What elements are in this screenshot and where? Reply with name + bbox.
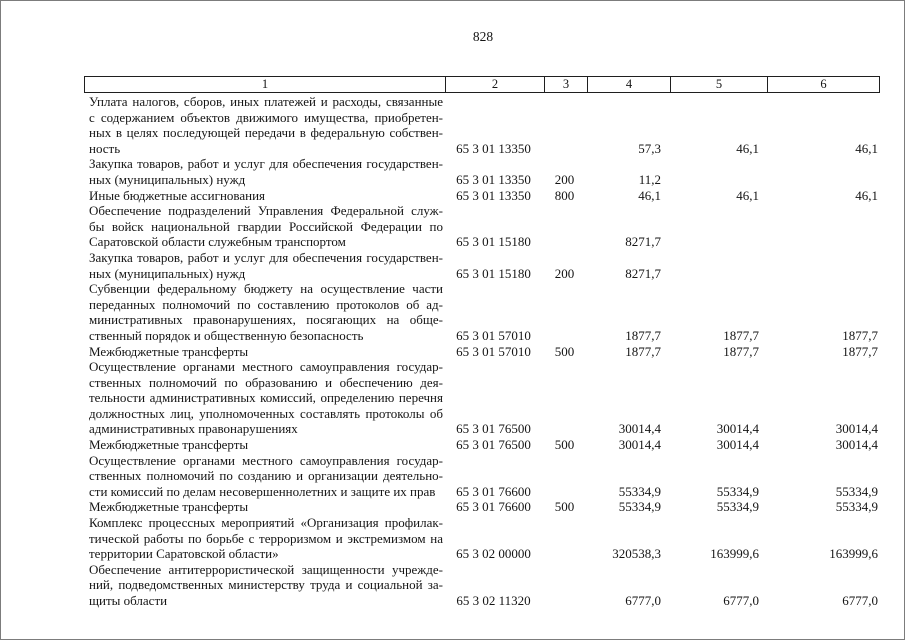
row-description-line: территории Саратовской области» <box>89 546 279 562</box>
row-amount-col4: 30014,4 <box>618 437 661 453</box>
row-description-line: Осуществление органами местного самоуправления государ- <box>89 359 443 375</box>
row-amount-col5: 1877,7 <box>723 327 759 343</box>
row-amount-col6: 30014,4 <box>835 437 878 453</box>
row-amount-col6: 1877,7 <box>842 327 878 343</box>
table-row <box>84 281 880 343</box>
row-description <box>84 562 444 609</box>
table-row <box>84 515 880 562</box>
row-amount-col4: 8271,7 <box>625 265 661 281</box>
row-description <box>84 156 444 187</box>
row-amount-col6: 46,1 <box>855 187 878 203</box>
row-description-line: Межбюджетные трансферты <box>89 437 249 453</box>
row-amount-col6: 30014,4 <box>835 421 878 437</box>
column-header-3: 3 <box>544 77 587 92</box>
row-description <box>84 188 444 204</box>
row-expense-type-code <box>543 484 586 500</box>
row-description-line: Субвенции федеральному бюджету на осуществление части <box>89 281 443 297</box>
row-description-line: с содержанием объектов движимого имущества, приобретен- <box>89 109 443 125</box>
row-amount-col5: 30014,4 <box>716 421 759 437</box>
page-number: 828 <box>472 29 494 44</box>
row-description-line: щиты области <box>89 593 168 608</box>
row-expense-type-code <box>543 421 586 437</box>
row-description-line: Закупка товаров, работ и услуг для обеспечения государствен- <box>89 249 443 265</box>
row-amount-col5: 1877,7 <box>723 343 759 359</box>
row-target-code: 65 3 01 13350 <box>456 171 531 187</box>
row-amount-col6: 46,1 <box>855 140 878 156</box>
row-amount-col5 <box>669 234 766 250</box>
row-description-line: Саратовской области служебным транспортом <box>89 234 346 250</box>
row-description <box>84 437 444 453</box>
row-target-code: 65 3 01 76600 <box>456 499 531 515</box>
table-row <box>84 94 880 156</box>
row-expense-type-code <box>543 546 586 562</box>
column-header-6: 6 <box>767 77 879 92</box>
table-row <box>84 453 880 500</box>
row-amount-col6 <box>766 266 880 282</box>
row-description <box>84 499 444 515</box>
row-amount-col6: 1877,7 <box>842 343 878 359</box>
row-description-line: ственных полномочий по созданию и организации деятельно- <box>89 468 443 484</box>
row-amount-col4: 46,1 <box>638 187 661 203</box>
row-description-line: Межбюджетные трансферты <box>89 499 249 515</box>
row-description <box>84 281 444 343</box>
row-expense-type-code: 200 <box>554 171 575 187</box>
row-amount-col5: 30014,4 <box>716 437 759 453</box>
row-amount-col6: 55334,9 <box>835 499 878 515</box>
row-amount-col4: 57,3 <box>638 140 661 156</box>
row-description <box>84 359 444 437</box>
row-description-line: Иные бюджетные ассигнования <box>89 187 266 203</box>
table-row <box>84 562 880 609</box>
row-expense-type-code <box>543 234 586 250</box>
row-description-line: ственных полномочий по образованию и обеспечению дея- <box>89 374 443 390</box>
column-header-4: 4 <box>587 77 670 92</box>
row-description-line: Осуществление органами местного самоуправления государ- <box>89 452 443 468</box>
row-expense-type-code: 800 <box>554 187 575 203</box>
row-description-line: ний, подведомственных министерству труда и социальной за- <box>89 577 443 593</box>
table-row <box>84 499 880 515</box>
row-description-line: Закупка товаров, работ и услуг для обеспечения государствен- <box>89 156 443 172</box>
row-target-code: 65 3 01 13350 <box>456 187 531 203</box>
row-amount-col5 <box>669 172 766 188</box>
row-description-line: ность <box>89 140 121 156</box>
row-amount-col4: 55334,9 <box>618 499 661 515</box>
row-amount-col5: 46,1 <box>736 187 759 203</box>
row-amount-col4: 11,2 <box>638 171 661 187</box>
row-expense-type-code: 200 <box>554 265 575 281</box>
row-target-code: 65 3 01 15180 <box>456 265 531 281</box>
table-header-row <box>84 76 880 93</box>
row-amount-col6 <box>766 172 880 188</box>
row-amount-col5 <box>669 266 766 282</box>
row-description-line: ных (муниципальных) нужд <box>89 171 246 187</box>
row-description-line: переданных полномочий по составлению протоколов об ад- <box>89 296 443 312</box>
row-description <box>84 250 444 281</box>
row-amount-col5: 55334,9 <box>716 499 759 515</box>
row-amount-col6 <box>766 234 880 250</box>
row-description-line: министративных правонарушениях, посягающих на обще- <box>89 312 443 328</box>
row-amount-col5: 46,1 <box>736 140 759 156</box>
table-row <box>84 437 880 453</box>
row-amount-col4: 30014,4 <box>618 421 661 437</box>
table-body <box>84 93 880 609</box>
row-target-code: 65 3 01 76500 <box>456 421 531 437</box>
column-header-5: 5 <box>670 77 767 92</box>
row-description-line: Обеспечение подразделений Управления Федеральной служ- <box>89 203 443 219</box>
row-target-code: 65 3 01 13350 <box>456 140 531 156</box>
table-row <box>84 203 880 250</box>
row-target-code: 65 3 02 00000 <box>456 546 531 562</box>
row-description-line: Уплата налогов, сборов, иных платежей и расходы, связанные <box>89 94 443 109</box>
row-description <box>84 344 444 360</box>
row-expense-type-code: 500 <box>554 499 575 515</box>
row-target-code: 65 3 01 57010 <box>456 327 531 343</box>
row-amount-col4: 320538,3 <box>612 546 661 562</box>
row-description-line: должностных лиц, уполномоченных составлять протоколы об <box>89 405 443 421</box>
row-amount-col6: 6777,0 <box>842 593 878 608</box>
row-amount-col5: 6777,0 <box>723 593 759 608</box>
table-row <box>84 250 880 281</box>
row-target-code: 65 3 02 11320 <box>456 593 531 608</box>
row-description-line: тической работы по борьбе с терроризмом и экстремизмом на <box>89 530 443 546</box>
table-row <box>84 344 880 360</box>
row-description <box>84 203 444 250</box>
row-description-line: бы войск национальной гвардии Российской Федерации по <box>89 218 443 234</box>
row-description-line: административных правонарушениях <box>89 421 298 437</box>
row-description-line: ных в целях последующей передачи в федеральную собствен- <box>89 125 443 141</box>
row-target-code: 65 3 01 76600 <box>456 483 531 499</box>
table-row <box>84 156 880 187</box>
row-description-line: тельности административных комиссий, определению перечня <box>89 390 443 406</box>
row-amount-col4: 1877,7 <box>625 327 661 343</box>
row-description-line: Обеспечение антитеррористической защищенности учрежде- <box>89 561 443 577</box>
row-description <box>84 453 444 500</box>
row-amount-col4: 1877,7 <box>625 343 661 359</box>
row-target-code: 65 3 01 57010 <box>456 343 531 359</box>
row-amount-col6: 55334,9 <box>835 483 878 499</box>
row-expense-type-code: 500 <box>554 343 575 359</box>
row-amount-col4: 6777,0 <box>625 593 661 608</box>
row-target-code: 65 3 01 15180 <box>456 234 531 250</box>
column-header-1: 1 <box>261 77 269 91</box>
column-header-2: 2 <box>445 77 544 92</box>
row-target-code: 65 3 01 76500 <box>456 437 531 453</box>
table-row <box>84 188 880 204</box>
row-description <box>84 94 444 156</box>
row-amount-col5: 55334,9 <box>716 483 759 499</box>
row-amount-col4: 8271,7 <box>625 234 661 250</box>
table-row <box>84 359 880 437</box>
row-expense-type-code <box>543 141 586 157</box>
row-amount-col4: 55334,9 <box>618 483 661 499</box>
row-expense-type-code <box>543 593 586 609</box>
row-description-line: Комплекс процессных мероприятий «Организация профилак- <box>89 515 443 531</box>
row-description <box>84 515 444 562</box>
row-amount-col6: 163999,6 <box>829 546 878 562</box>
row-description-line: сти комиссий по делам несовершеннолетних и защите их прав <box>89 483 436 499</box>
row-expense-type-code <box>543 328 586 344</box>
row-description-line: ственный порядок и общественную безопасность <box>89 327 364 343</box>
row-amount-col5: 163999,6 <box>710 546 759 562</box>
row-expense-type-code: 500 <box>554 437 575 453</box>
row-description-line: ных (муниципальных) нужд <box>89 265 246 281</box>
row-description-line: Межбюджетные трансферты <box>89 343 249 359</box>
budget-table <box>84 76 880 609</box>
